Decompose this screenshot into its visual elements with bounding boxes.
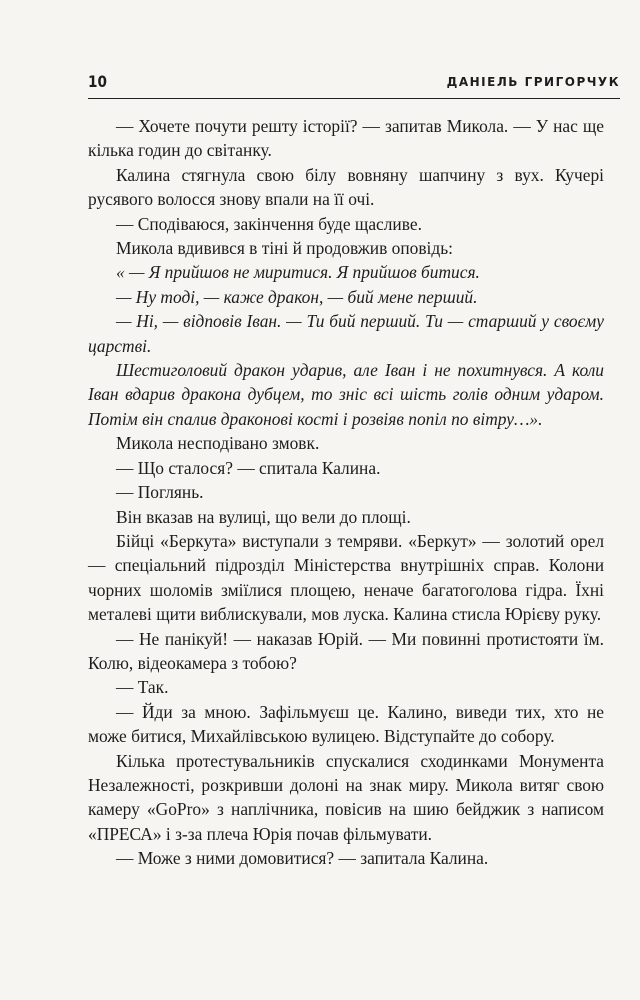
paragraph: Кілька протестувальників спускалися сходинками Монумента Незалежності, розкривши долоні на знак миру. Микола витяг свою камеру «GoPro» з наплічника, повісив на шию бейджик з написом «ПРЕСА» і з-за плеча Юрія почав фільмувати. bbox=[88, 750, 604, 844]
paragraph-italic: Шестиголовий дракон ударив, але Іван і не похитнувся. А коли Іван вдарив дракона дубцем, то зніс всі шість голів одним ударом. Потім він спалив драконові кості і розвіяв попіл по вітру…». bbox=[88, 360, 604, 429]
paragraph: — Може з ними домовитися? — запитала Калина. bbox=[116, 848, 489, 869]
paragraph: — Поглянь. bbox=[116, 482, 204, 503]
body-text bbox=[88, 114, 604, 871]
paragraph-italic: « — Я прийшов не миритися. Я прийшов битися. bbox=[116, 262, 480, 283]
paragraph: — Сподіваюся, закінчення буде щасливе. bbox=[116, 213, 422, 234]
running-head-author: ДАНІЕЛЬ ГРИГОРЧУК bbox=[446, 75, 620, 89]
paragraph: — Не панікуй! — наказав Юрій. — Ми повинні протистояти їм. Колю, відеокамера з тобою? bbox=[88, 628, 604, 673]
paragraph: — Що сталося? — спитала Калина. bbox=[116, 457, 381, 478]
paragraph: Микола несподівано змовк. bbox=[116, 433, 320, 454]
paragraph-italic: — Ну тоді, — каже дракон, — бий мене перший. bbox=[116, 286, 478, 307]
page-header bbox=[88, 70, 620, 99]
paragraph-italic: — Ні, — відповів Іван. — Ти бий перший. Ти — старший у своєму царстві. bbox=[88, 311, 604, 356]
paragraph: Він вказав на вулиці, що вели до площі. bbox=[116, 506, 411, 527]
page-number: 10 bbox=[88, 72, 107, 91]
paragraph: — Йди за мною. Зафільмуєш це. Калино, виведи тих, хто не може битися, Михайлівською вулицею. Відступайте до собору. bbox=[88, 701, 604, 747]
paragraph: Калина стягнула свою білу вовняну шапчину з вух. Кучері русявого волосся знову впали на її очі. bbox=[88, 164, 604, 210]
paragraph: Бійці «Беркута» виступали з темряви. «Беркут» — золотий орел — спеціальний підрозділ Міністерства внутрішніх справ. Колони чорних шоломів зміїлися площею, неначе багатоголова гідра. Їхні металеві щити виблискували, мов луска. Калина стисла Юрієву руку. bbox=[88, 530, 604, 625]
paragraph: Микола вдивився в тіні й продовжив оповідь: bbox=[116, 238, 453, 259]
paragraph: — Так. bbox=[116, 677, 169, 698]
paragraph: — Хочете почути решту історії? — запитав Микола. — У нас ще кілька годин до світанку. bbox=[88, 116, 604, 161]
